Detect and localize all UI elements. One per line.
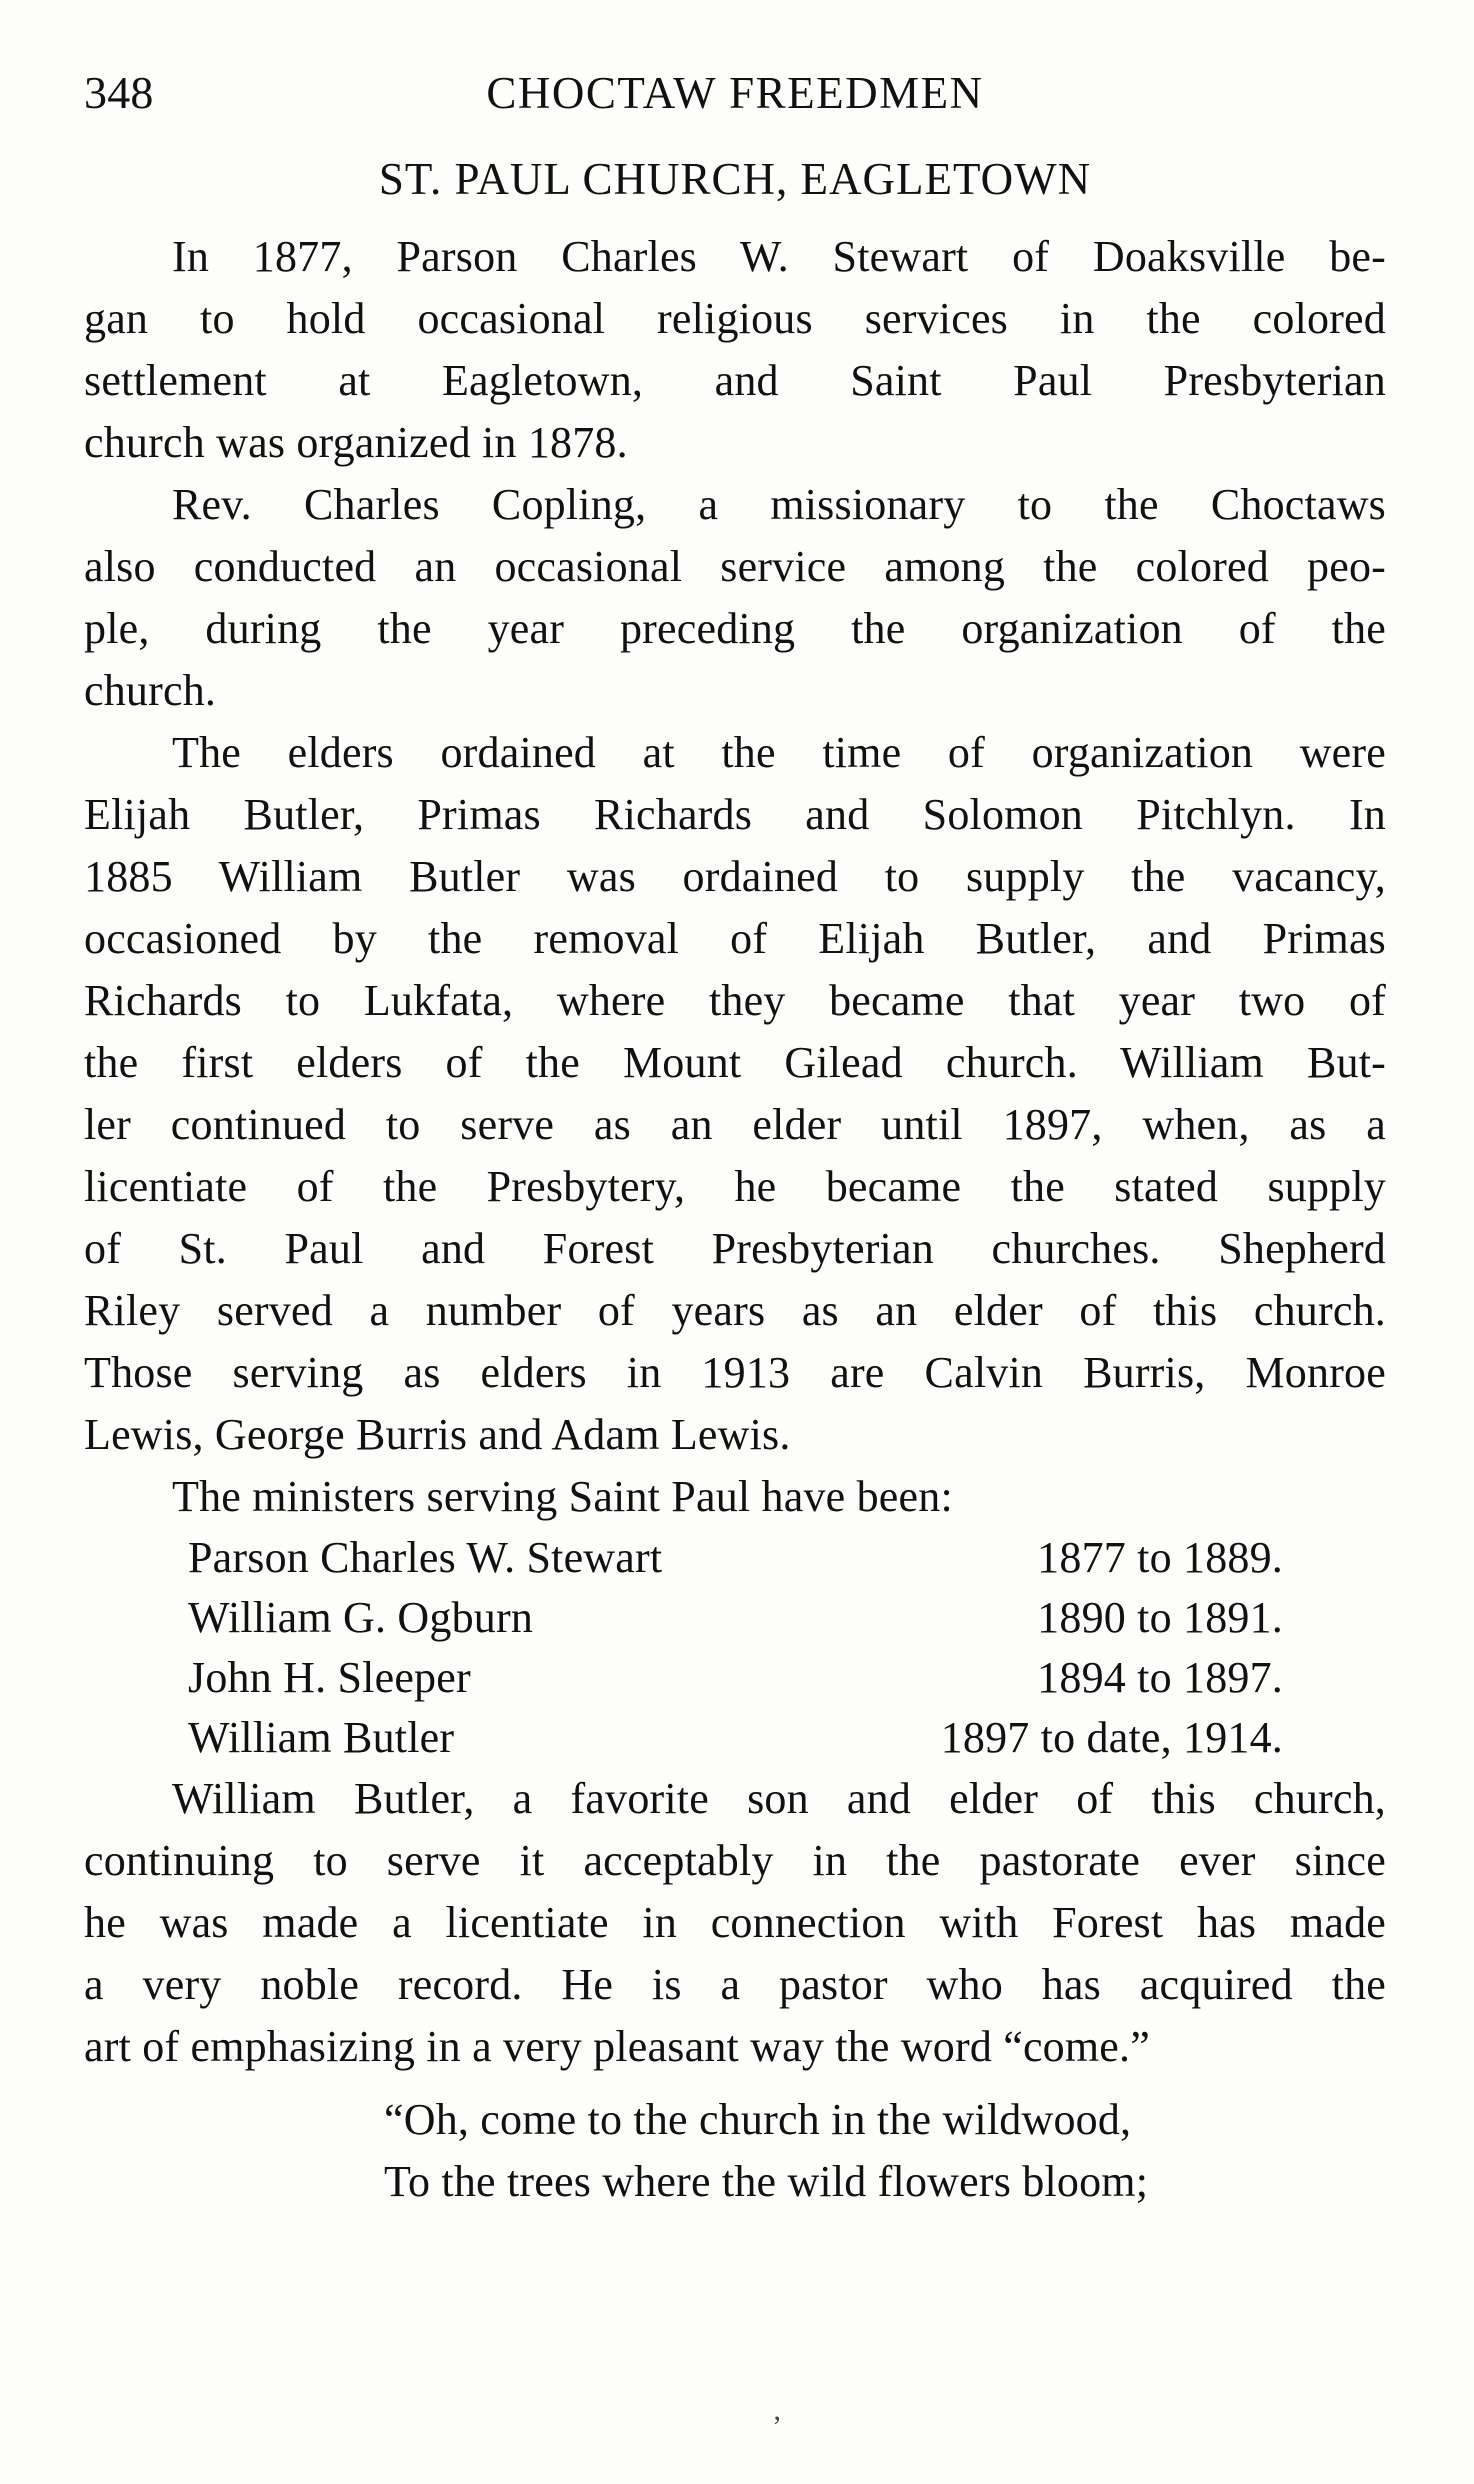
running-header: CHOCTAW FREEDMEN	[486, 68, 984, 118]
section-title: ST. PAUL CHURCH, EAGLETOWN	[378, 154, 1092, 204]
minister-row	[188, 1648, 1283, 1708]
verse	[384, 2090, 1386, 2214]
text-line: Elijah Butler, Primas Richards and Solomon Pitchlyn. In	[84, 790, 1386, 839]
stray-mark: ’	[772, 2410, 783, 2443]
text-line: ple, during the year preceding the organization of the	[84, 604, 1386, 653]
text-line: art of emphasizing in a very pleasant way the word “come.”	[84, 2022, 1150, 2071]
verse-line: “Oh, come to the church in the wildwood,	[384, 2095, 1132, 2144]
text-line: Richards to Lukfata, where they became that year two of	[84, 976, 1386, 1025]
ministers-intro: The ministers serving Saint Paul have been:	[172, 1472, 953, 1521]
text-line: continuing to serve it acceptably in the pastorate ever since	[84, 1836, 1386, 1885]
page-header	[84, 62, 1386, 126]
text-line: 1885 William Butler was ordained to supply the vacancy,	[84, 852, 1386, 901]
text-line: Those serving as elders in 1913 are Calvin Burris, Monroe	[84, 1348, 1386, 1397]
page-number: 348	[84, 67, 154, 118]
text-line: ler continued to serve as an elder until 1897, when, as a	[84, 1100, 1386, 1149]
text-line: church.	[84, 666, 217, 715]
text-line: William Butler, a favorite son and elder of this church,	[172, 1774, 1386, 1823]
minister-name: William G. Ogburn	[188, 1593, 534, 1642]
text-line: he was made a licentiate in connection with Forest has made	[84, 1898, 1386, 1947]
text-line: gan to hold occasional religious services in the colored	[84, 294, 1386, 343]
minister-name: Parson Charles W. Stewart	[188, 1533, 663, 1582]
text-line: a very noble record. He is a pastor who has acquired the	[84, 1960, 1386, 2009]
text-line: occasioned by the removal of Elijah Butler, and Primas	[84, 914, 1386, 963]
text-line: Lewis, George Burris and Adam Lewis.	[84, 1410, 791, 1459]
text-line: Rev. Charles Copling, a missionary to the Choctaws	[172, 480, 1386, 529]
minister-row	[188, 1528, 1283, 1588]
minister-years: 1890 to 1891.	[1037, 1593, 1283, 1642]
text-line: the first elders of the Mount Gilead church. William But-	[84, 1038, 1386, 1087]
text-line: The elders ordained at the time of organization were	[172, 728, 1386, 777]
closing-paragraph	[84, 1768, 1386, 2078]
minister-name: William Butler	[188, 1713, 455, 1762]
minister-row	[188, 1588, 1283, 1648]
minister-years: 1877 to 1889.	[1037, 1533, 1283, 1582]
text-line: In 1877, Parson Charles W. Stewart of Doaksville be-	[172, 232, 1386, 281]
minister-row	[188, 1708, 1283, 1768]
text-line: licentiate of the Presbytery, he became the stated supply	[84, 1162, 1386, 1211]
paragraph-2	[84, 474, 1386, 722]
text-line: settlement at Eagletown, and Saint Paul Presbyterian	[84, 356, 1386, 405]
paragraph-1	[84, 226, 1386, 474]
text-line: also conducted an occasional service among the colored peo-	[84, 542, 1386, 591]
text-line: of St. Paul and Forest Presbyterian churches. Shepherd	[84, 1224, 1386, 1273]
text-line: church was organized in 1878.	[84, 418, 628, 467]
minister-years: 1894 to 1897.	[1037, 1653, 1283, 1702]
minister-years: 1897 to date, 1914.	[940, 1713, 1283, 1762]
ministers-list	[188, 1528, 1283, 1768]
verse-line: To the trees where the wild flowers bloom;	[384, 2157, 1149, 2206]
minister-name: John H. Sleeper	[188, 1653, 471, 1702]
paragraph-3	[84, 722, 1386, 1466]
text-line: Riley served a number of years as an elder of this church.	[84, 1286, 1386, 1335]
